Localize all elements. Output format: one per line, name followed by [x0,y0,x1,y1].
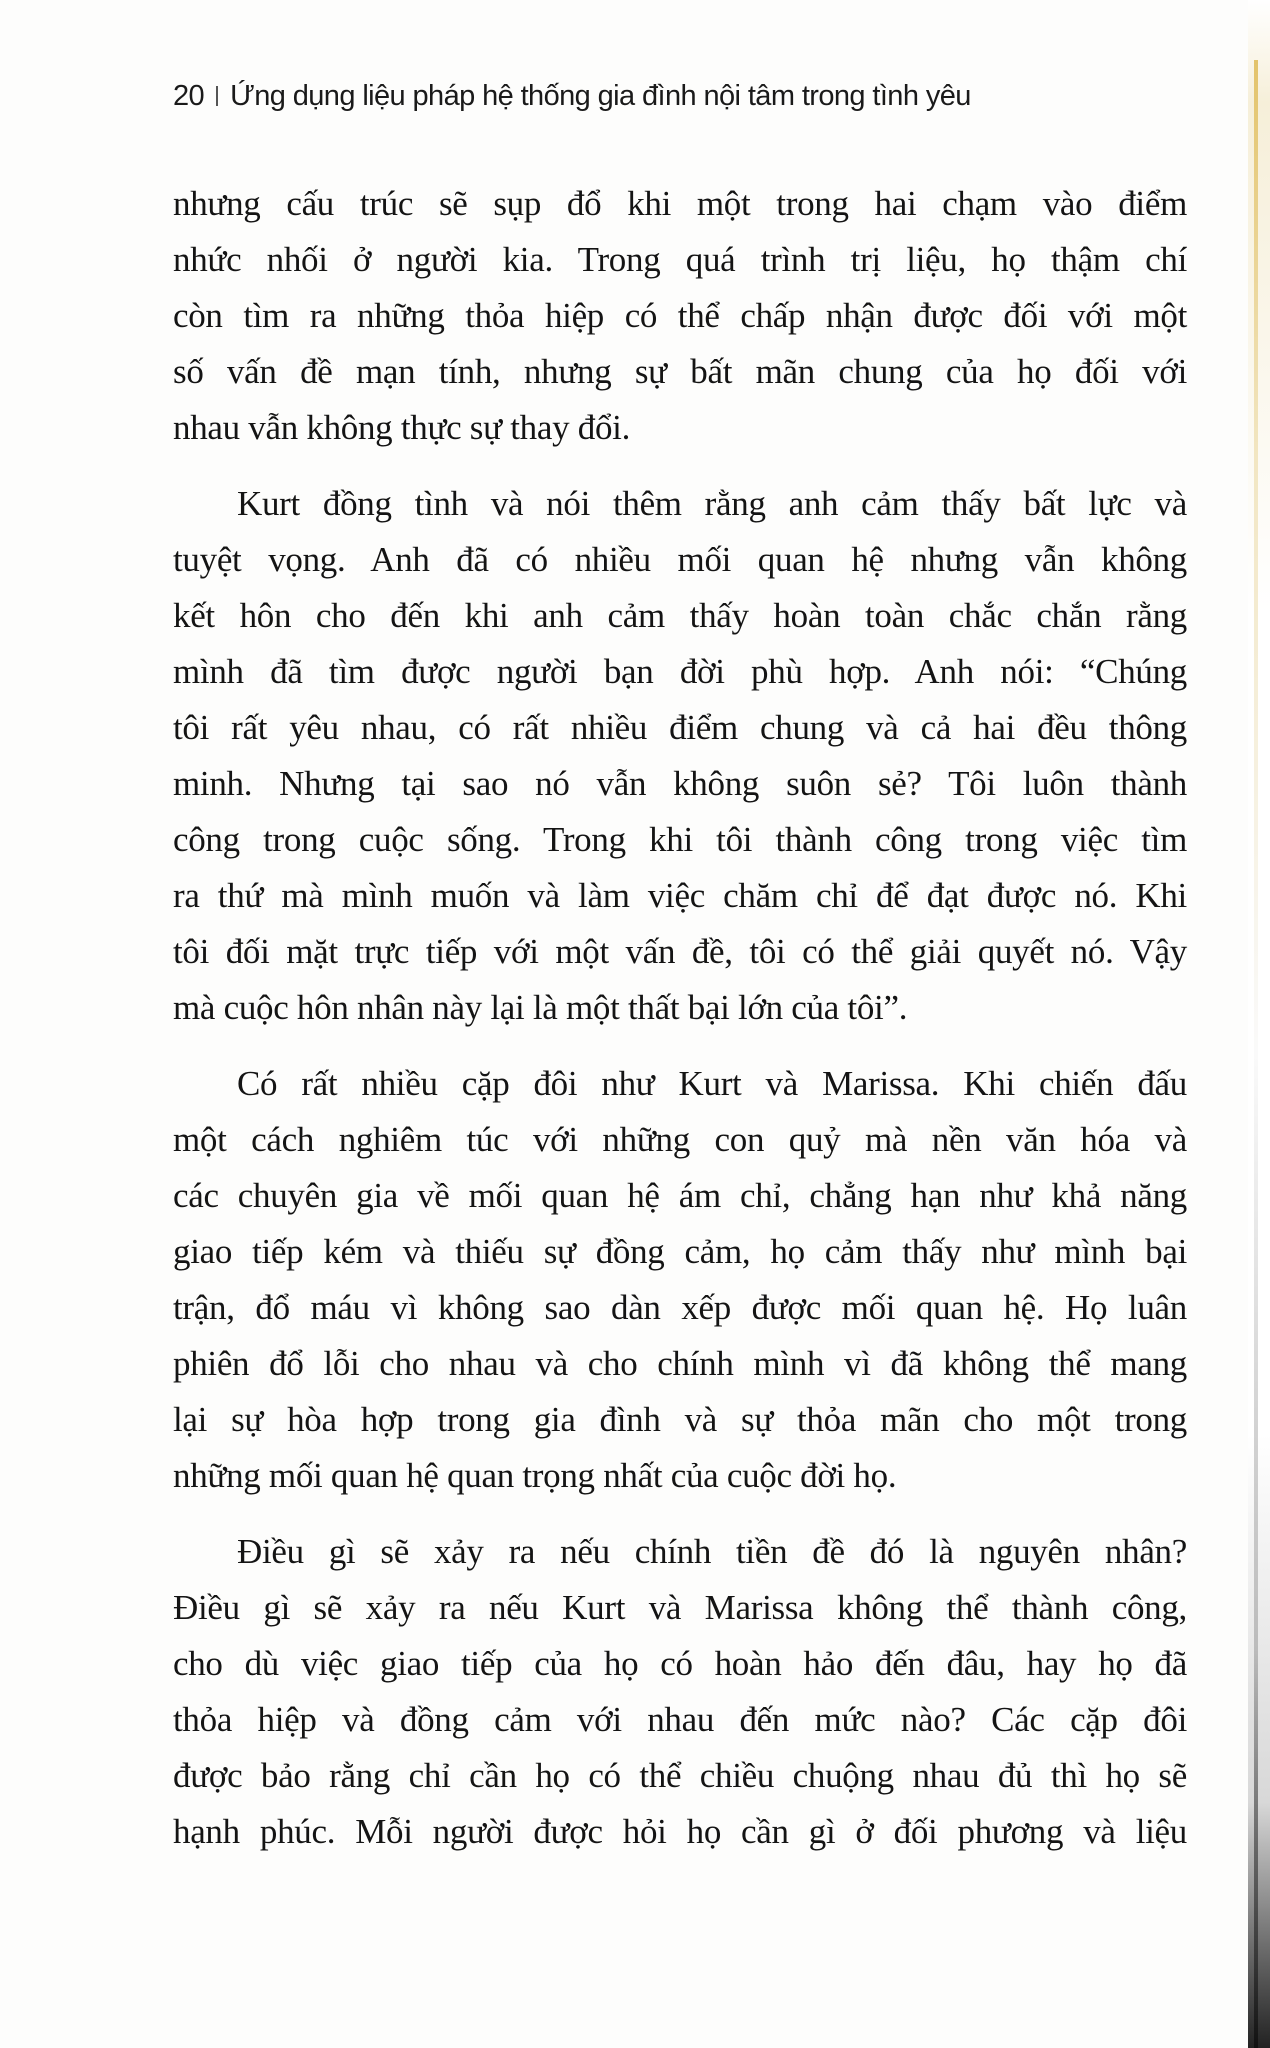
paragraph [173,1056,1187,1504]
running-header [173,80,971,113]
page-number: 20 [173,80,205,112]
text-line: được bảo rằng chỉ cần họ có thể chiều chuộng nhau đủ thì họ sẽ [173,1756,1187,1795]
book-title: Ứng dụng liệu pháp hệ thống gia đình nội tâm trong tình yêu [230,80,971,112]
text-line: lại sự hòa hợp trong gia đình và sự thỏa mãn cho một trong [173,1400,1187,1439]
text-line: ra thứ mà mình muốn và làm việc chăm chỉ để đạt được nó. Khi [173,876,1187,915]
text-line: Điều gì sẽ xảy ra nếu Kurt và Marissa không thể thành công, [173,1588,1187,1627]
page-edge-line [1254,60,1258,2048]
text-line: tôi đối mặt trực tiếp với một vấn đề, tôi có thể giải quyết nó. Vậy [173,932,1187,971]
text-line: nhưng cấu trúc sẽ sụp đổ khi một trong hai chạm vào điểm [173,184,1187,223]
text-line: các chuyên gia về mối quan hệ ám chỉ, chẳng hạn như khả năng [173,1176,1187,1215]
text-line: còn tìm ra những thỏa hiệp có thể chấp nhận được đối với một [173,296,1187,335]
text-line: một cách nghiêm túc với những con quỷ mà nền văn hóa và [173,1120,1187,1159]
text-line: kết hôn cho đến khi anh cảm thấy hoàn toàn chắc chắn rằng [173,596,1187,635]
paragraph [173,176,1187,456]
text-line: thỏa hiệp và đồng cảm với nhau đến mức nào? Các cặp đôi [173,1700,1187,1739]
paragraph [173,476,1187,1036]
page-body [173,176,1187,1880]
text-line: Có rất nhiều cặp đôi như Kurt và Marissa. Khi chiến đấu [237,1064,1187,1103]
text-line: Kurt đồng tình và nói thêm rằng anh cảm thấy bất lực và [237,484,1187,523]
text-line: những mối quan hệ quan trọng nhất của cuộc đời họ. [173,1456,897,1495]
text-line: cho dù việc giao tiếp của họ có hoàn hảo đến đâu, hay họ đã [173,1644,1187,1683]
text-line: giao tiếp kém và thiếu sự đồng cảm, họ cảm thấy như mình bại [173,1232,1187,1271]
text-line: tuyệt vọng. Anh đã có nhiều mối quan hệ nhưng vẫn không [173,540,1187,579]
book-page-edge [1248,0,1270,2048]
text-line: nhức nhối ở người kia. Trong quá trình trị liệu, họ thậm chí [173,240,1187,279]
paragraph [173,1524,1187,1860]
text-line: nhau vẫn không thực sự thay đổi. [173,408,631,447]
text-line: hạnh phúc. Mỗi người được hỏi họ cần gì ở đối phương và liệu [173,1812,1187,1851]
text-line: tôi rất yêu nhau, có rất nhiều điểm chung và cả hai đều thông [173,708,1187,747]
text-line: trận, đổ máu vì không sao dàn xếp được mối quan hệ. Họ luân [173,1288,1187,1327]
text-line: công trong cuộc sống. Trong khi tôi thành công trong việc tìm [173,820,1187,859]
text-line: số vấn đề mạn tính, nhưng sự bất mãn chung của họ đối với [173,352,1187,391]
text-line: minh. Nhưng tại sao nó vẫn không suôn sẻ? Tôi luôn thành [173,764,1187,803]
text-line: phiên đổ lỗi cho nhau và cho chính mình vì đã không thể mang [173,1344,1187,1383]
header-divider [216,86,218,106]
text-line: mà cuộc hôn nhân này lại là một thất bại lớn của tôi”. [173,988,908,1027]
text-line: mình đã tìm được người bạn đời phù hợp. Anh nói: “Chúng [173,652,1187,691]
text-line: Điều gì sẽ xảy ra nếu chính tiền đề đó là nguyên nhân? [237,1532,1187,1571]
